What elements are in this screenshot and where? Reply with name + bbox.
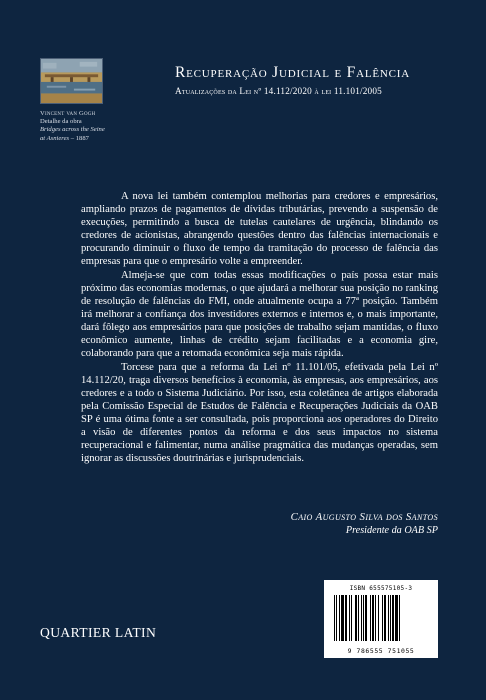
book-title: Recuperação Judicial e Falência	[175, 64, 410, 81]
barcode-bar	[336, 595, 337, 641]
blurb-paragraph: Almeja-se que com todas essas modificações o país possa estar mais próximo das economias modernas, o que ajudará a melhorar sua posição no ranking de resolução de falências do FMI, onde atualmente ocupa a 77ª posição. Também irá melhorar a confiança dos investidores externos e internos e, o mais importante, dará fôlego aos empresários para que posições de trabalho sejam mantidas, o fluxo econômico aumente, linhas de crédito sejam facilitadas e a economia gire, colaborando para que a retomada econômica seja mais rápida.	[81, 270, 438, 359]
van-gogh-painting-image	[40, 58, 103, 104]
barcode-bar	[339, 595, 340, 641]
artwork-artist: Vincent van Gogh	[40, 110, 96, 117]
artwork-title-line1: Bridges across the Seine	[40, 126, 105, 134]
barcode-bar	[361, 595, 362, 641]
artwork-title-line2: at Asnieres	[40, 134, 70, 142]
barcode-bar	[390, 595, 391, 641]
barcode-bar	[358, 595, 359, 641]
barcode-bar	[384, 595, 386, 641]
artwork-year: – 1887	[69, 134, 89, 142]
barcode-bar	[345, 595, 347, 641]
blurb-paragraph: Torcese para que a reforma da Lei nº 11.101/05, efetivada pela Lei nº 14.112/20, traga diversos benefícios à economia, às empresas, aos empresários, aos credores e a todo o Sistema Judiciário. Por isso, esta coletânea de artigos elaborada pela Comissão Especial de Estudos de Falência e Recuperações Judiciais da OAB SP é uma ótima fonte a ser consultada, pois proporciona aos operadores do Direito a visão de diferentes pontos da reforma e dos seus impactos no sistema recuperacional e falimentar, numa análise pragmática das mudanças operadas, sem ignorar as discussões doutrinárias e jurisprudenciais.	[81, 362, 438, 464]
barcode-bar	[388, 595, 389, 641]
blurb-paragraph: A nova lei também contemplou melhorias para credores e empresários, ampliando prazos de pagamentos de dívidas tributárias, prevendo a suspensão de execuções, permitindo a busca de tutelas cautelares de urgência, blindando os credores de acionistas, abrangendo questões dentro das falências internacionais e procurando diminuir o fluxo de tempo da tramitação do processo de falência das empresas para que o empresário volte a empreender.	[81, 191, 438, 267]
publisher-name: QUARTIER LATIN	[40, 625, 157, 640]
signature-block	[291, 511, 438, 536]
barcode-bar	[363, 595, 364, 641]
title-block	[175, 64, 475, 96]
barcode-bar	[351, 595, 352, 641]
barcode-bar	[341, 595, 344, 641]
signature-role: Presidente da OAB SP	[345, 525, 438, 536]
artwork-caption	[40, 110, 120, 143]
barcode-bar	[355, 595, 357, 641]
ean-digits: 9 786555 751055	[347, 647, 415, 655]
barcode-bar	[382, 595, 383, 641]
barcode-bar	[375, 595, 376, 641]
isbn-barcode	[324, 580, 438, 658]
barcode-bar	[365, 595, 367, 641]
barcode-bar	[395, 595, 398, 641]
publisher-logo	[40, 625, 156, 641]
barcode-bar	[392, 595, 394, 641]
barcode-bar	[399, 595, 400, 641]
book-subtitle: Atualizações da Lei nº 14.112/2020 à lei 11.101/2005	[175, 86, 382, 96]
blurb-text	[81, 190, 438, 465]
signature-name: Caio Augusto Silva dos Santos	[290, 511, 438, 523]
barcode-bar	[370, 595, 371, 641]
artwork-detail-label: Detalhe da obra	[40, 118, 82, 126]
barcode-bar	[378, 595, 379, 641]
isbn-label: ISBN 655575105-3	[349, 585, 413, 592]
barcode-bar	[334, 595, 335, 641]
barcode-bars	[334, 595, 428, 641]
barcode-bar	[372, 595, 374, 641]
barcode-bar	[349, 595, 350, 641]
